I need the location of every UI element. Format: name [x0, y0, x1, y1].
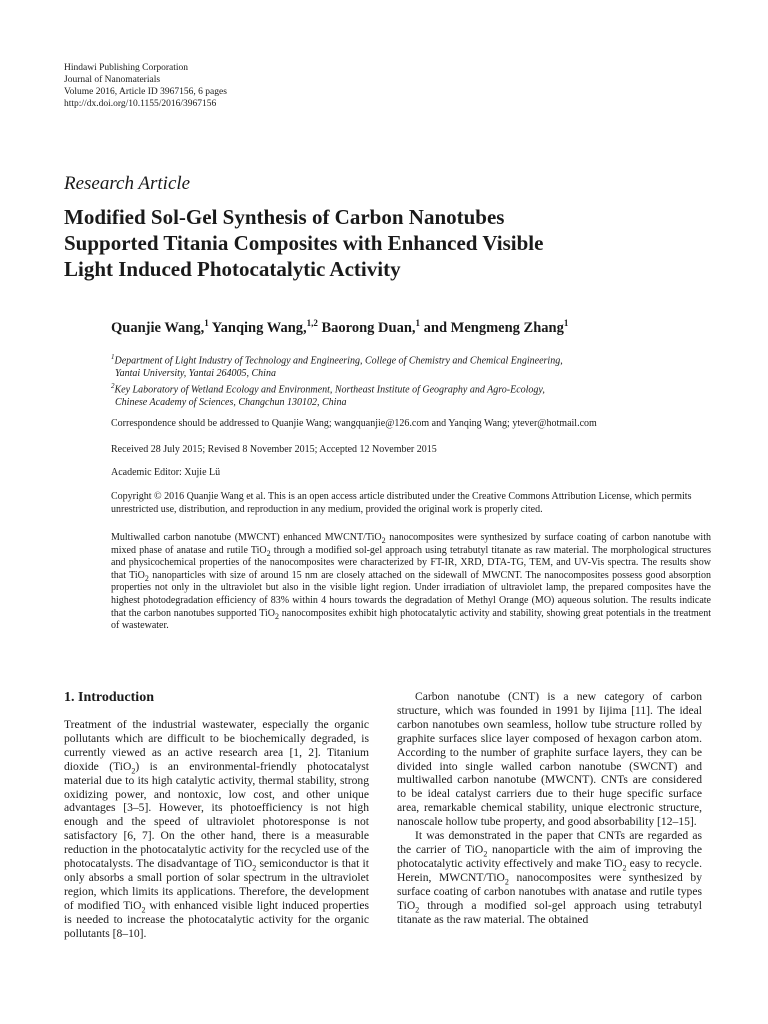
affiliation-mark: 1,2	[306, 318, 318, 328]
subscript: 2	[274, 611, 279, 621]
affiliation-mark: 1	[204, 318, 209, 328]
abstract-text: through a modified sol-gel approach using tetrabutyl titanate as raw material. The morphological structures and physicochemical properties of the nanocomposites were characterized by FT-IR, XRD, DTA-TG, TEM, and UV-Vis spectra. The results show that TiO	[111, 544, 711, 581]
title-line: Modified Sol-Gel Synthesis of Carbon Nanotubes	[64, 205, 505, 229]
paragraph: Carbon nanotube (CNT) is a new category of carbon structure, which was founded in 1991 by Iijima [11]. The ideal carbon nanotubes own seamless, hollow tube structure rolled by graphite surfaces slice layer composed of hexagon carbon atom. According to the number of graphite surface layers, they can be divided into single walled carbon nanotube (SWCNT) and multiwalled carbon nanotube (MWCNT). CNTs are considered to be ideal catalyst carriers due to their huge specific surface area, remarkable chemical stability, unique electronic structure, nanoscale hollow tube property, and good absorbability [12–15].	[397, 690, 702, 829]
subscript: 2	[415, 904, 420, 914]
affiliation-text: Key Laboratory of Wetland Ecology and Environment, Northeast Institute of Geography and Agro-Ecology,	[114, 384, 545, 396]
author-name: Quanjie Wang,	[111, 319, 205, 336]
affiliation-number: 2	[111, 382, 115, 391]
abstract-text: nanocomposites exhibit high photocatalytic activity and stability, showing great potentials in the treatment of wastewater.	[111, 607, 711, 632]
affiliation-line	[111, 380, 671, 397]
subscript: 2	[504, 877, 509, 887]
subscript: 2	[144, 573, 149, 583]
paragraph-text: ) is an environmental-friendly photocatalyst material due to its high catalytic activity, thermal stability, strong oxidizing power, and nontoxic, low cost, and other unique advantages [3–5]. However, its photoefficiency is not high enough and the speed of ultraviolet photoresponse is not satisfactory [6, 7]. On the other hand, there is a measurable reduction in the photocatalytic activity for the recycled use of the photocatalysts. The disadvantage of TiO	[64, 759, 369, 871]
volume-info: Volume 2016, Article ID 3967156, 6 pages	[64, 87, 227, 97]
subscript: 2	[483, 849, 488, 859]
paragraph	[397, 829, 702, 926]
affiliation-number: 1	[111, 353, 115, 361]
journal-name: Journal of Nanomaterials	[64, 75, 161, 85]
abstract-text: nanoparticles with size of around 15 nm are closely attached on the sidewall of MWCNT. The nanocomposites possess good absorption properties not only in the ultraviolet but also in the visible light region. Under irradiation of ultraviolet lamp, the prepared composites have the highest photodegradation efficiency of 83% within 4 hours towards the degradation of Methyl Orange (MO) aqueous solution. The results indicate that the carbon nanotubes supported TiO	[111, 569, 711, 619]
academic-editor: Academic Editor: Xujie Lü	[111, 467, 221, 478]
publication-dates: Received 28 July 2015; Revised 8 November 2015; Accepted 12 November 2015	[111, 444, 437, 455]
subscript: 2	[381, 536, 386, 545]
journal-header	[64, 62, 227, 110]
affiliation-text: Yantai University, Yantai 264005, China	[115, 367, 276, 379]
affiliations	[111, 351, 671, 410]
affiliation-line	[111, 397, 671, 410]
paper-title	[64, 204, 724, 282]
affiliation-line	[111, 368, 671, 381]
left-column	[64, 690, 369, 941]
right-column	[397, 690, 702, 926]
affiliation-text: Chinese Academy of Sciences, Changchun 130102, China	[115, 397, 347, 409]
paragraph-text: nanocomposites were synthesized by surface coating of carbon nanotubes with anatase and rutile types TiO	[397, 870, 702, 912]
author-list	[111, 318, 568, 337]
subscript: 2	[141, 905, 146, 915]
affiliation-mark: 1	[415, 318, 421, 328]
affiliation-mark: 1	[563, 318, 569, 328]
copyright-notice: Copyright © 2016 Quanjie Wang et al. This is an open access article distributed under the Creative Commons Attribution License, which permits unrestricted use, distribution, and reproduction in any medium, provided the original work is properly cited.	[111, 491, 692, 515]
author-name: and Mengmeng Zhang	[420, 319, 564, 336]
publisher-name: Hindawi Publishing Corporation	[64, 63, 189, 73]
title-line: Supported Titania Composites with Enhanced Visible	[64, 231, 544, 255]
abstract	[111, 532, 711, 633]
paragraph-text: easy to recycle. Herein, MWCNT/TiO	[397, 856, 702, 884]
paragraph-text: with enhanced visible light induced properties is needed to increase the photocatalytic activity for the organic pollutants [8–10].	[64, 898, 369, 940]
abstract-text: nanocomposites were synthesized by surface coating of carbon nanotube with mixed phase of anatase and rutile TiO	[111, 532, 711, 556]
correspondence: Correspondence should be addressed to Quanjie Wang; wangquanjie@126.com and Yanqing Wang; ytever@hotmail.com	[111, 418, 597, 429]
subscript: 2	[266, 548, 271, 558]
author-name: Baorong Duan,	[317, 319, 416, 336]
author-name: Yanqing Wang,	[208, 319, 307, 336]
section-heading: 1. Introduction	[64, 690, 154, 705]
affiliation-text: Department of Light Industry of Technology and Engineering, College of Chemistry and Chemical Engineering,	[114, 355, 563, 367]
subscript: 2	[622, 863, 627, 873]
paragraph-text: through a modified sol-gel approach using tetrabutyl titanate as the raw material. The obtained	[397, 898, 702, 926]
paragraph-text: nanoparticle with the aim of improving the photocatalytic activity effectively and make TiO	[397, 842, 702, 870]
paragraph	[64, 718, 369, 941]
paragraph-text: It was demonstrated in the paper that CNTs are regarded as the carrier of TiO	[397, 829, 702, 856]
affiliation-line	[111, 351, 671, 368]
paragraph-text: semiconductor is that it only absorbs a small portion of solar spectrum in the ultraviolet region, which limits its applications. Therefore, the development of modified TiO	[64, 857, 369, 912]
article-type: Research Article	[64, 173, 191, 194]
title-line: Light Induced Photocatalytic Activity	[64, 257, 401, 281]
abstract-text: Multiwalled carbon nanotube (MWCNT) enhanced MWCNT/TiO	[111, 532, 382, 543]
doi-link[interactable]: http://dx.doi.org/10.1155/2016/3967156	[64, 99, 217, 109]
paragraph-text: Treatment of the industrial wastewater, especially the organic pollutants which are difficult to be biochemically degraded, is currently viewed as an active research area [1, 2]. Titanium dioxide (TiO	[64, 718, 369, 773]
subscript: 2	[252, 863, 257, 873]
subscript: 2	[131, 766, 136, 776]
